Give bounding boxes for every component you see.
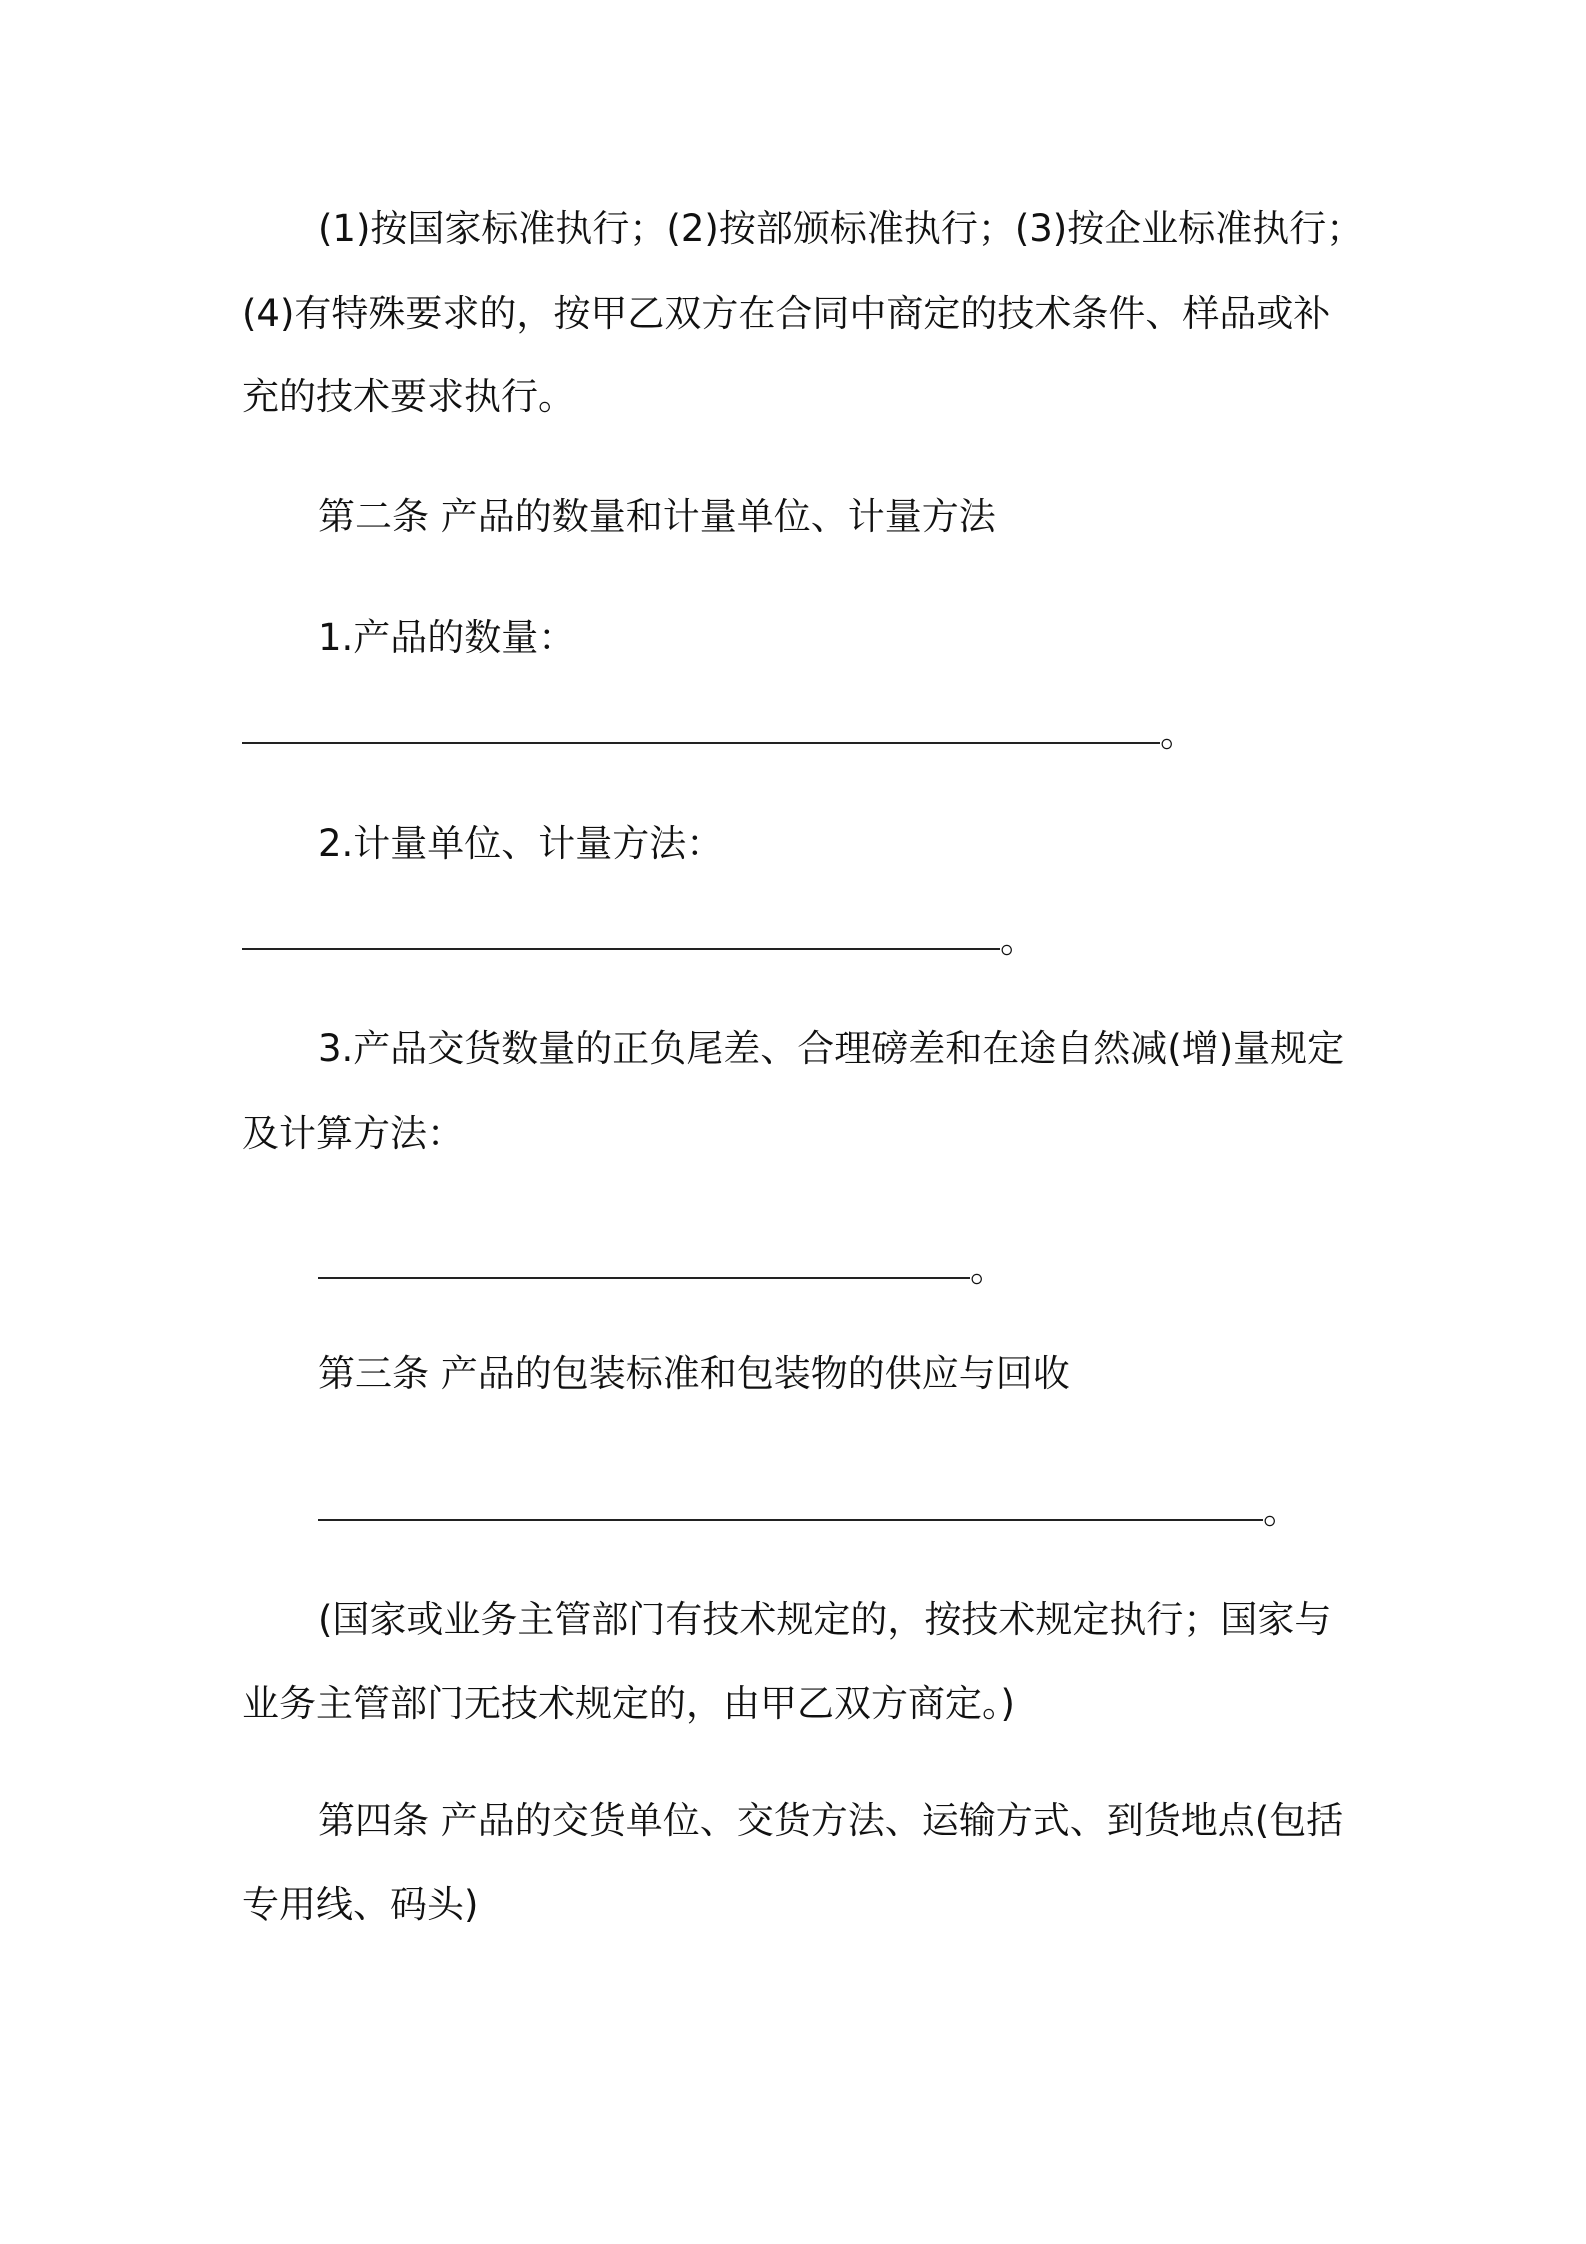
tolerance-label-line-2: 及计算方法：: [242, 1112, 464, 1155]
quantity-blank-period: 。: [1160, 712, 1197, 755]
tolerance-label-line-1: 3.产品交货数量的正负尾差、合理磅差和在途自然减(增)量规定: [318, 1027, 1345, 1070]
article-4-heading-line-1: 第四条 产品的交货单位、交货方法、运输方式、到货地点(包括: [318, 1799, 1344, 1842]
quantity-fill-blank[interactable]: [242, 742, 1160, 744]
unit-method-fill-blank[interactable]: [242, 948, 1000, 950]
article-2-heading: 第二条 产品的数量和计量单位、计量方法: [318, 495, 996, 538]
unit-method-blank-period: 。: [1000, 918, 1037, 961]
standard-clause-line-3: 充的技术要求执行。: [242, 375, 575, 418]
packaging-note-line-2: 业务主管部门无技术规定的，由甲乙双方商定。): [242, 1682, 1015, 1725]
packaging-fill-blank[interactable]: [318, 1519, 1263, 1521]
packaging-note-line-1: (国家或业务主管部门有技术规定的，按技术规定执行；国家与: [318, 1598, 1332, 1641]
quantity-label: 1.产品的数量：: [318, 616, 576, 659]
tolerance-blank-period: 。: [970, 1247, 1007, 1290]
article-4-heading-line-2: 专用线、码头): [242, 1883, 479, 1926]
standard-clause-line-2: (4)有特殊要求的，按甲乙双方在合同中商定的技术条件、样品或补: [242, 292, 1331, 335]
article-3-heading: 第三条 产品的包装标准和包装物的供应与回收: [318, 1352, 1070, 1395]
standard-clause-line-1: (1)按国家标准执行；(2)按部颁标准执行；(3)按企业标准执行；: [318, 207, 1364, 250]
packaging-blank-period: 。: [1263, 1489, 1300, 1532]
tolerance-fill-blank[interactable]: [318, 1277, 970, 1279]
unit-method-label: 2.计量单位、计量方法：: [318, 822, 724, 865]
